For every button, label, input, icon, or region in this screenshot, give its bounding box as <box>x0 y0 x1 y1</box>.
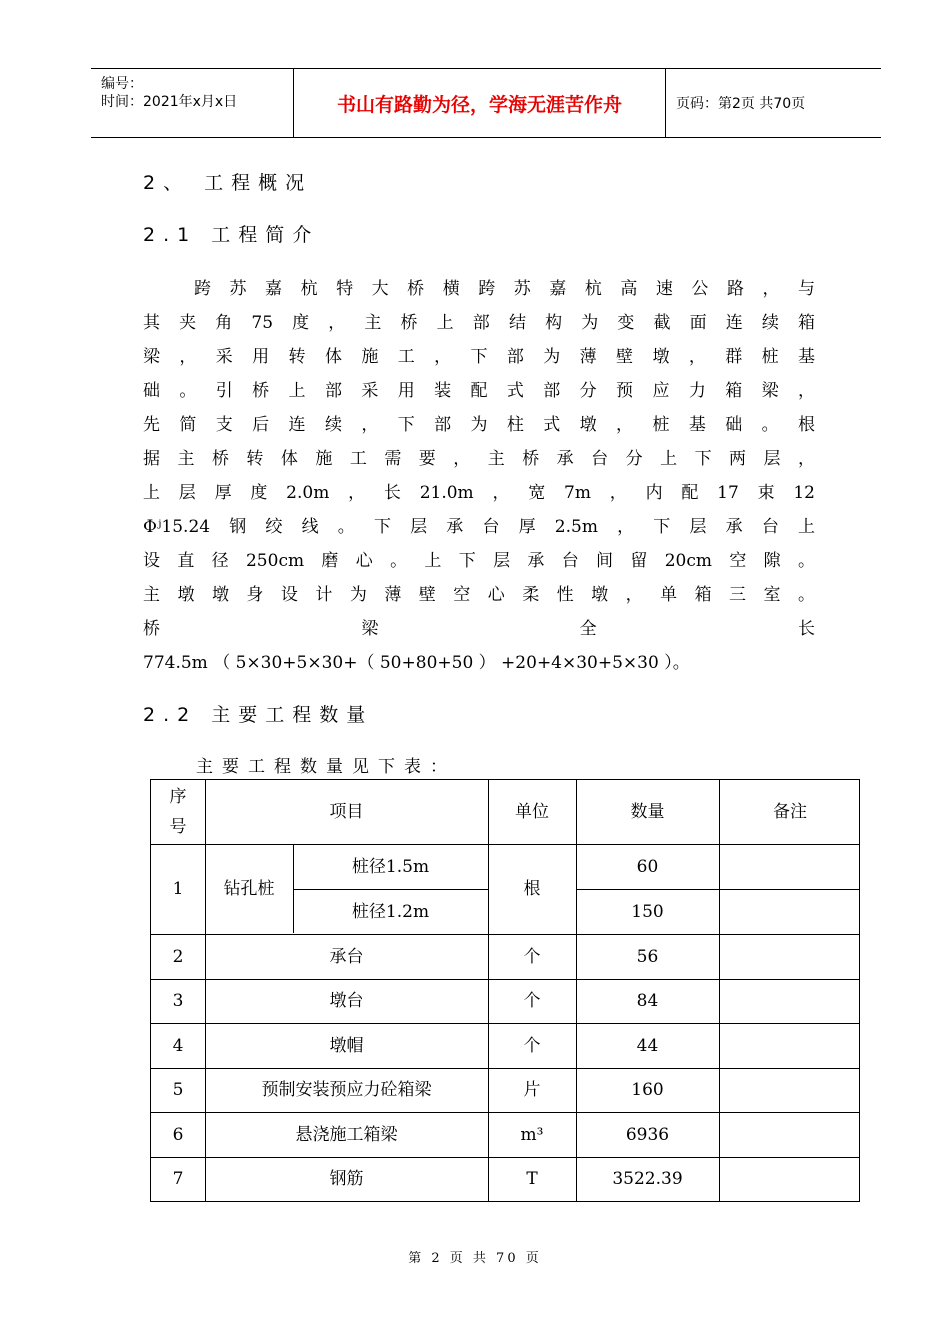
subsection-heading-intro: 2.1 工程简介 <box>143 224 320 246</box>
paragraph-line: 其夹角75度，主桥上部结构为变截面连续箱 <box>143 313 815 333</box>
paragraph-line: 先简支后连续，下部为柱式墩，桩基础。根 <box>143 415 815 435</box>
row-qty: 84 <box>636 991 659 1011</box>
table-intro: 主要工程数量见下表： <box>196 757 456 777</box>
quantities-table <box>150 779 860 1202</box>
header-info-cell <box>91 69 294 137</box>
row-qty: 160 <box>631 1080 664 1100</box>
row-item: 钻孔桩 <box>223 879 275 899</box>
paragraph-line: Φʲ15.24钢绞线。下层承台厚2.5m，下层承台上 <box>143 517 815 537</box>
row-no: 4 <box>172 1035 184 1056</box>
row-no: 5 <box>172 1080 184 1100</box>
paragraph-line: 梁，采用转体施工，下部为薄壁墩，群桩基 <box>143 347 815 367</box>
row-item: 钢筋 <box>329 1169 364 1189</box>
row-item: 墩帽 <box>329 1035 364 1056</box>
row-unit: 片 <box>523 1080 541 1100</box>
paragraph-line: 跨苏嘉杭特大桥横跨苏嘉杭高速公路，与 <box>194 279 815 299</box>
header-item: 项目 <box>329 802 364 822</box>
row-item: 承台 <box>329 946 364 967</box>
row-unit: 根 <box>523 879 541 899</box>
row-subitem: 桩径1.2m <box>351 901 430 922</box>
time-label: 时间：2021年x月x日 <box>101 94 238 110</box>
page-number-label: 页码：第2页 共70页 <box>676 96 806 112</box>
page-footer: 第 2 页 共 70 页 <box>408 1251 542 1266</box>
row-qty: 3522.39 <box>612 1169 683 1189</box>
paragraph-line: 774.5m （ 5×30+5×30+（ 50+80+50 ） +20+4×30+5×30 ）。 <box>143 653 690 673</box>
row-qty: 56 <box>636 946 659 967</box>
row-subitem: 桩径1.5m <box>351 856 430 877</box>
page-header <box>91 68 881 138</box>
header-no-text: 序号 <box>169 787 187 837</box>
row-qty: 44 <box>636 1035 659 1056</box>
header-no <box>151 780 205 844</box>
section-heading: 2、 工程概况 <box>143 172 313 194</box>
row-no: 7 <box>172 1169 184 1189</box>
row-no: 6 <box>172 1124 184 1145</box>
row-item: 预制安装预应力砼箱梁 <box>261 1080 432 1100</box>
header-motto-cell <box>294 69 666 137</box>
paragraph-line: 主墩墩身设计为薄壁空心柔性墩，单箱三室。 <box>143 585 815 605</box>
row-unit: 个 <box>523 1035 541 1056</box>
paragraph-line: 桥梁全长 <box>143 619 815 639</box>
row-no: 3 <box>172 991 184 1011</box>
code-label: 编号： <box>101 76 143 92</box>
row-no: 1 <box>172 879 184 899</box>
row-unit: m³ <box>520 1124 544 1145</box>
header-page-cell <box>666 69 881 137</box>
row-item: 悬浇施工箱梁 <box>295 1124 398 1145</box>
row-unit: T <box>526 1169 538 1189</box>
paragraph-line: 础。引桥上部采用装配式部分预应力箱梁， <box>143 381 815 401</box>
row-qty: 60 <box>636 856 659 877</box>
row-item: 墩台 <box>329 991 364 1011</box>
row-unit: 个 <box>523 991 541 1011</box>
subsection-heading-quantities: 2.2 主要工程数量 <box>143 704 374 726</box>
row-qty: 6936 <box>625 1124 670 1145</box>
row-qty: 150 <box>631 901 664 922</box>
header-qty: 数量 <box>630 802 665 822</box>
header-note: 备注 <box>773 802 807 822</box>
paragraph-line: 设直径250cm磨心。上下层承台间留20cm空隙。 <box>143 551 815 571</box>
header-unit: 单位 <box>515 802 549 822</box>
motto-text: 书山有路勤为径，学海无涯苦作舟 <box>336 93 622 116</box>
row-unit: 个 <box>523 946 541 967</box>
paragraph-line: 据主桥转体施工需要，主桥承台分上下两层， <box>143 449 815 469</box>
paragraph-line: 上层厚度2.0m，长21.0m，宽7m，内配17束12 <box>143 483 815 503</box>
row-no: 2 <box>172 946 184 967</box>
